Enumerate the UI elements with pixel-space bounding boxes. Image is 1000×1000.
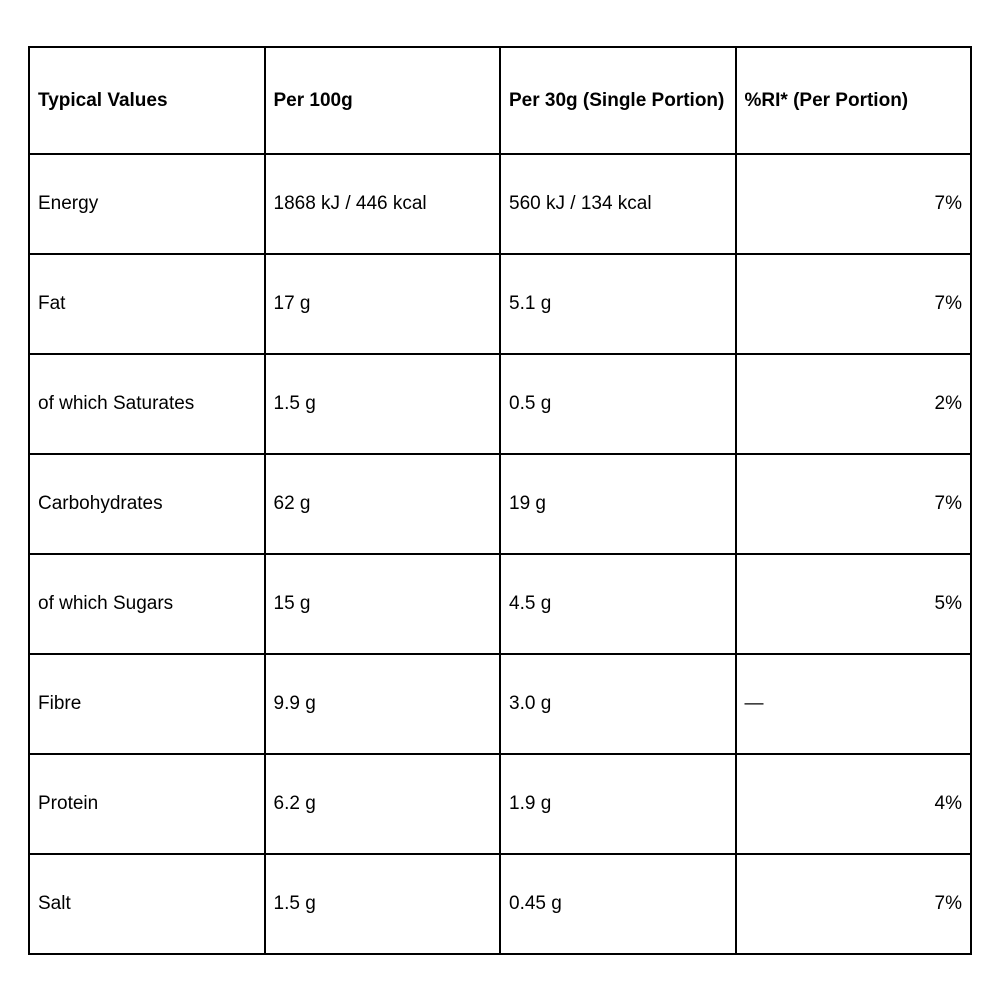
table-row <box>29 154 971 254</box>
nutrient-name: Protein <box>29 754 265 854</box>
value-ri: 7% <box>736 154 972 254</box>
table-header <box>29 47 971 154</box>
value-per-30g: 0.45 g <box>500 854 736 954</box>
header-typical-values: Typical Values <box>29 47 265 154</box>
value-ri: 4% <box>736 754 972 854</box>
nutrient-name: of which Saturates <box>29 354 265 454</box>
value-per-30g: 560 kJ / 134 kcal <box>500 154 736 254</box>
value-per-100g: 9.9 g <box>265 654 501 754</box>
table-row <box>29 854 971 954</box>
nutrient-name: Fibre <box>29 654 265 754</box>
value-per-100g: 17 g <box>265 254 501 354</box>
value-per-30g: 1.9 g <box>500 754 736 854</box>
table-row <box>29 654 971 754</box>
nutrition-table <box>28 46 972 955</box>
value-per-100g: 15 g <box>265 554 501 654</box>
value-ri: 5% <box>736 554 972 654</box>
value-per-30g: 3.0 g <box>500 654 736 754</box>
value-per-100g: 1868 kJ / 446 kcal <box>265 154 501 254</box>
header-row <box>29 47 971 154</box>
value-per-100g: 6.2 g <box>265 754 501 854</box>
value-per-100g: 1.5 g <box>265 854 501 954</box>
header-per-30g: Per 30g (Single Portion) <box>500 47 736 154</box>
value-ri: 7% <box>736 854 972 954</box>
table-row <box>29 554 971 654</box>
value-per-30g: 19 g <box>500 454 736 554</box>
value-per-30g: 5.1 g <box>500 254 736 354</box>
value-ri: 7% <box>736 454 972 554</box>
value-ri: 7% <box>736 254 972 354</box>
nutrient-name: Carbohydrates <box>29 454 265 554</box>
nutrient-name: Energy <box>29 154 265 254</box>
table-body <box>29 154 971 954</box>
table-row <box>29 754 971 854</box>
header-per-100g: Per 100g <box>265 47 501 154</box>
value-ri: 2% <box>736 354 972 454</box>
value-per-100g: 1.5 g <box>265 354 501 454</box>
header-ri-per-portion: %RI* (Per Portion) <box>736 47 972 154</box>
table-row <box>29 354 971 454</box>
value-per-30g: 0.5 g <box>500 354 736 454</box>
value-ri: — <box>736 654 972 754</box>
nutrient-name: of which Sugars <box>29 554 265 654</box>
nutrient-name: Fat <box>29 254 265 354</box>
table-row <box>29 454 971 554</box>
value-per-100g: 62 g <box>265 454 501 554</box>
table-row <box>29 254 971 354</box>
nutrient-name: Salt <box>29 854 265 954</box>
value-per-30g: 4.5 g <box>500 554 736 654</box>
